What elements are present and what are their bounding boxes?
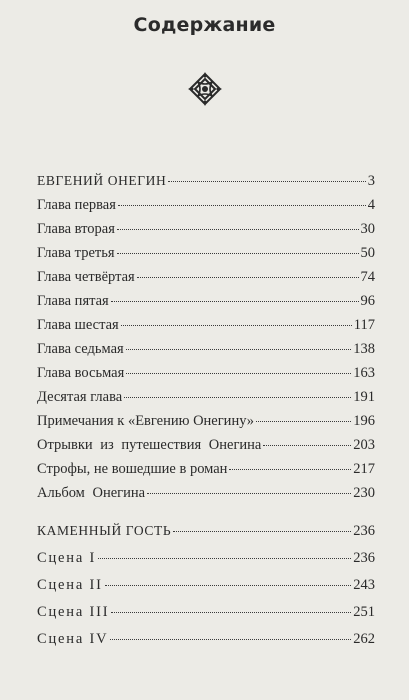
toc-label: Альбом Онегина [37,485,146,501]
toc-entry[interactable] [37,340,375,358]
toc-label: Сцена IV [37,631,109,647]
toc-label: Глава седьмая [37,341,124,357]
dot-leader [263,445,351,446]
toc-entry[interactable] [37,220,375,238]
toc-page-number: 203 [353,437,375,453]
dot-leader [117,229,359,230]
dot-leader [105,585,352,586]
toc-page-number: 217 [353,461,375,477]
toc-entry[interactable] [37,484,375,502]
toc-page-number: 262 [353,631,375,647]
dot-leader [118,205,366,206]
toc-entry[interactable] [37,549,375,567]
dot-leader [121,325,352,326]
toc-label: Сцена I [37,550,97,566]
toc-entry[interactable] [37,292,375,310]
dot-leader [256,421,351,422]
dot-leader [126,373,351,374]
toc-page-number: 50 [360,245,375,261]
toc-page-number: 138 [353,341,375,357]
toc-page-number: 74 [360,269,375,285]
toc-entry[interactable] [37,412,375,430]
toc-label: Глава четвёртая [37,269,135,285]
toc-label: Глава шестая [37,317,119,333]
toc-entry[interactable] [37,316,375,334]
toc-entry[interactable] [37,364,375,382]
toc-page-number: 230 [353,485,375,501]
toc-section-heading[interactable] [37,172,375,190]
dot-leader [111,612,351,613]
dot-leader [147,493,351,494]
toc-entry[interactable] [37,436,375,454]
dot-leader [111,301,359,302]
dot-leader [124,397,351,398]
toc-page-number: 3 [367,173,375,189]
dot-leader [117,253,359,254]
toc-label: Примечания к «Евгению Онегину» [37,413,255,429]
toc-page-number: 236 [353,550,375,566]
toc-page-number: 196 [353,413,375,429]
toc-entry[interactable] [37,630,375,648]
toc-label: Отрывки из путешествия Онегина [37,437,262,453]
toc-entry[interactable] [37,460,375,478]
dot-leader [98,558,351,559]
dot-leader [229,469,351,470]
toc-entry[interactable] [37,603,375,621]
toc-page-number: 96 [360,293,375,309]
toc-section-heading[interactable] [37,522,375,540]
toc-entry[interactable] [37,576,375,594]
toc-page-number: 163 [353,365,375,381]
toc-label: Сцена III [37,604,110,620]
toc-label: Глава третья [37,245,115,261]
toc-label: Десятая глава [37,389,123,405]
toc-entry[interactable] [37,196,375,214]
toc-entry[interactable] [37,268,375,286]
toc-label: Глава восьмая [37,365,125,381]
toc-page-number: 251 [353,604,375,620]
toc-label: ЕВГЕНИЙ ОНЕГИН [37,173,167,188]
dot-leader [110,639,351,640]
toc-page-number: 236 [353,523,375,539]
toc-label: Строфы, не вошедшие в роман [37,461,228,477]
dot-leader [168,181,365,182]
toc-label: Глава вторая [37,221,115,237]
toc-label: Сцена II [37,577,103,593]
toc-page-number: 117 [353,317,375,333]
toc-label: Глава пятая [37,293,109,309]
toc-label: Глава первая [37,197,116,213]
dot-leader [173,531,351,532]
toc-page-number: 243 [353,577,375,593]
toc-page-number: 30 [360,221,375,237]
page-title: Содержание [133,14,276,36]
dot-leader [137,277,359,278]
toc-entry[interactable] [37,388,375,406]
diamond-knot-ornament-icon [188,72,222,106]
toc-label: КАМЕННЫЙ ГОСТЬ [37,523,172,538]
dot-leader [126,349,352,350]
toc-entry[interactable] [37,244,375,262]
toc-page-number: 191 [353,389,375,405]
toc-page-number: 4 [367,197,375,213]
